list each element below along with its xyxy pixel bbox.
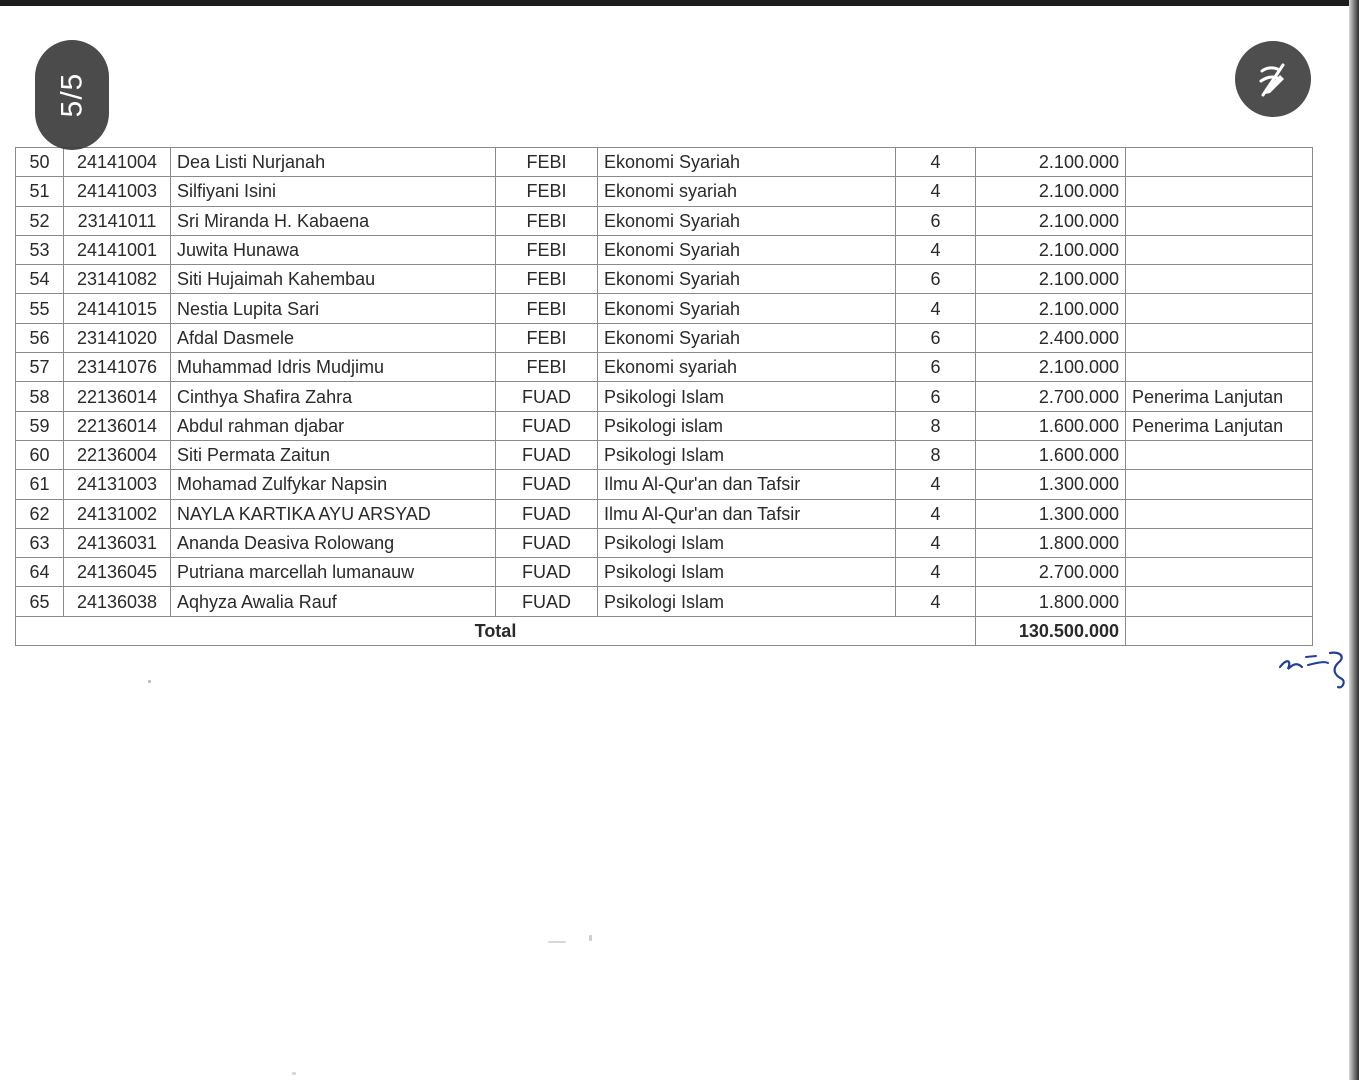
faculty-cell: FEBI (496, 206, 598, 235)
table-row (16, 177, 1313, 206)
table-row (16, 440, 1313, 469)
student-name-cell: Dea Listi Nurjanah (171, 148, 496, 177)
study-program-cell: Ilmu Al-Qur'an dan Tafsir (598, 470, 896, 499)
scan-speck (589, 935, 592, 941)
faculty-cell: FUAD (496, 528, 598, 557)
remarks-cell (1126, 528, 1313, 557)
student-name-cell: Nestia Lupita Sari (171, 294, 496, 323)
page-edge-shadow (1349, 0, 1359, 1080)
row-number-cell: 64 (16, 558, 64, 587)
study-program-cell: Ekonomi Syariah (598, 294, 896, 323)
faculty-cell: FUAD (496, 558, 598, 587)
scan-speck (292, 1072, 296, 1075)
scan-speck (148, 680, 151, 683)
amount-cell: 2.100.000 (976, 235, 1126, 264)
page-indicator (35, 40, 109, 150)
semester-cell: 6 (896, 353, 976, 382)
faculty-cell: FEBI (496, 323, 598, 352)
amount-cell: 2.100.000 (976, 206, 1126, 235)
table-row (16, 323, 1313, 352)
remarks-cell (1126, 558, 1313, 587)
faculty-cell: FUAD (496, 382, 598, 411)
row-number-cell: 55 (16, 294, 64, 323)
study-program-cell: Psikologi Islam (598, 528, 896, 557)
student-id-cell: 22136014 (64, 411, 171, 440)
faculty-cell: FUAD (496, 587, 598, 616)
amount-cell: 2.400.000 (976, 323, 1126, 352)
faculty-cell: FUAD (496, 499, 598, 528)
row-number-cell: 65 (16, 587, 64, 616)
row-number-cell: 54 (16, 265, 64, 294)
study-program-cell: Ekonomi syariah (598, 353, 896, 382)
student-id-cell: 24141003 (64, 177, 171, 206)
amount-cell: 1.300.000 (976, 470, 1126, 499)
student-id-cell: 22136014 (64, 382, 171, 411)
table-row (16, 382, 1313, 411)
remarks-cell (1126, 440, 1313, 469)
amount-cell: 2.100.000 (976, 177, 1126, 206)
study-program-cell: Ilmu Al-Qur'an dan Tafsir (598, 499, 896, 528)
student-name-cell: NAYLA KARTIKA AYU ARSYAD (171, 499, 496, 528)
semester-cell: 4 (896, 470, 976, 499)
study-program-cell: Psikologi Islam (598, 440, 896, 469)
student-name-cell: Aqhyza Awalia Rauf (171, 587, 496, 616)
student-name-cell: Juwita Hunawa (171, 235, 496, 264)
amount-cell: 1.600.000 (976, 411, 1126, 440)
faculty-cell: FEBI (496, 353, 598, 382)
table-row (16, 148, 1313, 177)
row-number-cell: 53 (16, 235, 64, 264)
student-name-cell: Abdul rahman djabar (171, 411, 496, 440)
faculty-cell: FEBI (496, 265, 598, 294)
student-name-cell: Silfiyani Isini (171, 177, 496, 206)
row-number-cell: 61 (16, 470, 64, 499)
student-id-cell: 24141004 (64, 148, 171, 177)
scholarship-table (15, 147, 1313, 646)
row-number-cell: 56 (16, 323, 64, 352)
student-id-cell: 22136004 (64, 440, 171, 469)
remarks-cell (1126, 587, 1313, 616)
semester-cell: 4 (896, 148, 976, 177)
semester-cell: 8 (896, 411, 976, 440)
table-row (16, 411, 1313, 440)
study-program-cell: Ekonomi Syariah (598, 206, 896, 235)
student-name-cell: Sri Miranda H. Kabaena (171, 206, 496, 235)
remarks-cell (1126, 177, 1313, 206)
amount-cell: 2.100.000 (976, 148, 1126, 177)
total-label: Total (16, 616, 976, 645)
remarks-cell (1126, 294, 1313, 323)
faculty-cell: FEBI (496, 294, 598, 323)
study-program-cell: Ekonomi Syariah (598, 323, 896, 352)
semester-cell: 6 (896, 206, 976, 235)
row-number-cell: 58 (16, 382, 64, 411)
table-row (16, 470, 1313, 499)
remarks-cell: Penerima Lanjutan (1126, 382, 1313, 411)
remarks-cell (1126, 470, 1313, 499)
faculty-cell: FEBI (496, 235, 598, 264)
study-program-cell: Ekonomi Syariah (598, 265, 896, 294)
faculty-cell: FEBI (496, 177, 598, 206)
study-program-cell: Psikologi Islam (598, 587, 896, 616)
table-row (16, 587, 1313, 616)
row-number-cell: 57 (16, 353, 64, 382)
study-program-cell: Ekonomi syariah (598, 177, 896, 206)
student-name-cell: Ananda Deasiva Rolowang (171, 528, 496, 557)
amount-cell: 1.800.000 (976, 587, 1126, 616)
student-id-cell: 24131003 (64, 470, 171, 499)
table-row (16, 294, 1313, 323)
faculty-cell: FUAD (496, 470, 598, 499)
amount-cell: 2.100.000 (976, 265, 1126, 294)
amount-cell: 1.600.000 (976, 440, 1126, 469)
study-program-cell: Psikologi Islam (598, 382, 896, 411)
amount-cell: 2.100.000 (976, 353, 1126, 382)
student-name-cell: Siti Permata Zaitun (171, 440, 496, 469)
study-program-cell: Psikologi islam (598, 411, 896, 440)
student-id-cell: 23141020 (64, 323, 171, 352)
semester-cell: 4 (896, 587, 976, 616)
remarks-cell (1126, 265, 1313, 294)
semester-cell: 4 (896, 177, 976, 206)
student-name-cell: Putriana marcellah lumanauw (171, 558, 496, 587)
scan-speck (548, 941, 566, 943)
study-program-cell: Psikologi Islam (598, 558, 896, 587)
semester-cell: 4 (896, 294, 976, 323)
table-row (16, 206, 1313, 235)
table-row (16, 499, 1313, 528)
semester-cell: 6 (896, 323, 976, 352)
table-row (16, 558, 1313, 587)
semester-cell: 6 (896, 382, 976, 411)
total-row (16, 616, 1313, 645)
row-number-cell: 63 (16, 528, 64, 557)
amount-cell: 2.700.000 (976, 382, 1126, 411)
semester-cell: 4 (896, 235, 976, 264)
row-number-cell: 59 (16, 411, 64, 440)
student-name-cell: Siti Hujaimah Kahembau (171, 265, 496, 294)
faculty-cell: FEBI (496, 148, 598, 177)
total-amount: 130.500.000 (976, 616, 1126, 645)
signature-initials (1276, 645, 1352, 695)
pen-off-icon (1253, 59, 1293, 99)
semester-cell: 8 (896, 440, 976, 469)
student-id-cell: 23141076 (64, 353, 171, 382)
student-id-cell: 23141082 (64, 265, 171, 294)
remarks-cell: Penerima Lanjutan (1126, 411, 1313, 440)
table-row (16, 528, 1313, 557)
semester-cell: 4 (896, 558, 976, 587)
remarks-cell (1126, 323, 1313, 352)
total-empty-cell (1126, 616, 1313, 645)
semester-cell: 6 (896, 265, 976, 294)
student-name-cell: Muhammad Idris Mudjimu (171, 353, 496, 382)
faculty-cell: FUAD (496, 440, 598, 469)
amount-cell: 1.300.000 (976, 499, 1126, 528)
study-program-cell: Ekonomi Syariah (598, 235, 896, 264)
semester-cell: 4 (896, 528, 976, 557)
student-id-cell: 24136038 (64, 587, 171, 616)
amount-cell: 2.700.000 (976, 558, 1126, 587)
semester-cell: 4 (896, 499, 976, 528)
remarks-cell (1126, 499, 1313, 528)
remarks-cell (1126, 235, 1313, 264)
table-row (16, 353, 1313, 382)
row-number-cell: 51 (16, 177, 64, 206)
row-number-cell: 50 (16, 148, 64, 177)
remarks-cell (1126, 206, 1313, 235)
study-program-cell: Ekonomi Syariah (598, 148, 896, 177)
row-number-cell: 60 (16, 440, 64, 469)
student-id-cell: 24141015 (64, 294, 171, 323)
amount-cell: 1.800.000 (976, 528, 1126, 557)
table-row (16, 265, 1313, 294)
student-name-cell: Cinthya Shafira Zahra (171, 382, 496, 411)
student-name-cell: Afdal Dasmele (171, 323, 496, 352)
remarks-cell (1126, 148, 1313, 177)
student-id-cell: 24136031 (64, 528, 171, 557)
faculty-cell: FUAD (496, 411, 598, 440)
student-id-cell: 24131002 (64, 499, 171, 528)
table-row (16, 235, 1313, 264)
row-number-cell: 52 (16, 206, 64, 235)
pen-toggle-button[interactable] (1235, 41, 1311, 117)
student-id-cell: 23141011 (64, 206, 171, 235)
remarks-cell (1126, 353, 1313, 382)
page-indicator-label: 5/5 (55, 72, 88, 118)
row-number-cell: 62 (16, 499, 64, 528)
student-id-cell: 24136045 (64, 558, 171, 587)
amount-cell: 2.100.000 (976, 294, 1126, 323)
student-id-cell: 24141001 (64, 235, 171, 264)
student-name-cell: Mohamad Zulfykar Napsin (171, 470, 496, 499)
